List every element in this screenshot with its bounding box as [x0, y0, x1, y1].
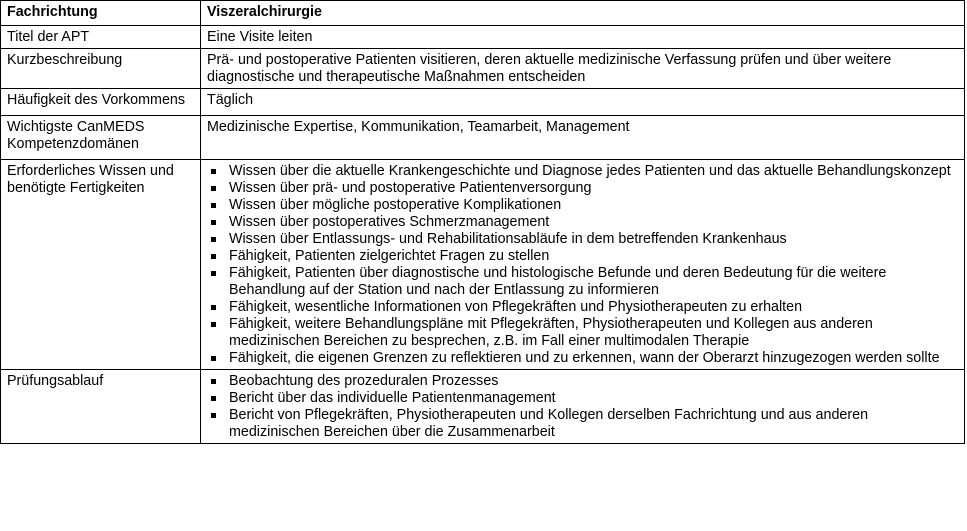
knowledge-list: [207, 163, 958, 367]
table-row: [1, 116, 965, 160]
row-value-canmeds: Medizinische Expertise, Kommunikation, Teamarbeit, Management: [201, 116, 965, 160]
row-value-knowledge: [201, 160, 965, 370]
list-item: Fähigkeit, weitere Behandlungspläne mit Pflegekräften, Physiotherapeuten und Kollegen aus anderen medizinischen Bereichen zu besprechen, z.B. im Fall einer multimodalen Therapie: [207, 316, 958, 350]
row-label-exam: Prüfungsablauf: [1, 370, 201, 444]
list-item: Wissen über prä- und postoperative Patientenversorgung: [207, 180, 958, 197]
row-value-summary: Prä- und postoperative Patienten visitieren, deren aktuelle medizinische Verfassung prüfen und über weitere diagnostische und therapeutische Maßnahmen entscheiden: [201, 49, 965, 89]
row-label-summary: Kurzbeschreibung: [1, 49, 201, 89]
list-item: Wissen über die aktuelle Krankengeschichte und Diagnose jedes Patienten und das aktuelle Behandlungskonzept: [207, 163, 958, 180]
bullet-icon: [211, 186, 216, 191]
bullet-icon: [211, 379, 216, 384]
row-value-exam: [201, 370, 965, 444]
bullet-icon: [211, 413, 216, 418]
bullet-icon: [211, 237, 216, 242]
table-row: [1, 160, 965, 370]
row-label-canmeds: Wichtigste CanMEDS Kompetenzdomänen: [1, 116, 201, 160]
list-item: Wissen über mögliche postoperative Komplikationen: [207, 197, 958, 214]
list-item: Bericht über das individuelle Patientenmanagement: [207, 390, 958, 407]
list-item: Wissen über Entlassungs- und Rehabilitationsabläufe in dem betreffenden Krankenhaus: [207, 231, 958, 248]
list-item: Fähigkeit, die eigenen Grenzen zu reflektieren und zu erkennen, wann der Oberarzt hinzugezogen werden sollte: [207, 350, 958, 367]
row-value-frequency: Täglich: [201, 89, 965, 116]
table-row: [1, 89, 965, 116]
bullet-icon: [211, 203, 216, 208]
table-row: [1, 26, 965, 49]
row-label-frequency: Häufigkeit des Vorkommens: [1, 89, 201, 116]
row-value-title: Eine Visite leiten: [201, 26, 965, 49]
bullet-icon: [211, 220, 216, 225]
row-label-title: Titel der APT: [1, 26, 201, 49]
table-row: [1, 370, 965, 444]
header-value-fachrichtung: Viszeralchirurgie: [201, 1, 965, 26]
table-header-row: [1, 1, 965, 26]
bullet-icon: [211, 322, 216, 327]
table-row: [1, 49, 965, 89]
list-item: Fähigkeit, wesentliche Informationen von Pflegekräften und Physiotherapeuten zu erhalten: [207, 299, 958, 316]
header-label-fachrichtung: Fachrichtung: [1, 1, 201, 26]
row-label-knowledge: Erforderliches Wissen und benötigte Fertigkeiten: [1, 160, 201, 370]
list-item: Fähigkeit, Patienten zielgerichtet Fragen zu stellen: [207, 248, 958, 265]
bullet-icon: [211, 305, 216, 310]
bullet-icon: [211, 396, 216, 401]
list-item: Fähigkeit, Patienten über diagnostische und histologische Befunde und deren Bedeutung für die weitere Behandlung auf der Station und nach der Entlassung zu informieren: [207, 265, 958, 299]
bullet-icon: [211, 254, 216, 259]
list-item: Bericht von Pflegekräften, Physiotherapeuten und Kollegen derselben Fachrichtung und aus anderen medizinischen Bereichen über die Zusammenarbeit: [207, 407, 958, 441]
bullet-icon: [211, 271, 216, 276]
bullet-icon: [211, 169, 216, 174]
list-item: Beobachtung des prozeduralen Prozesses: [207, 373, 958, 390]
exam-list: [207, 373, 958, 441]
bullet-icon: [211, 356, 216, 361]
list-item: Wissen über postoperatives Schmerzmanagement: [207, 214, 958, 231]
